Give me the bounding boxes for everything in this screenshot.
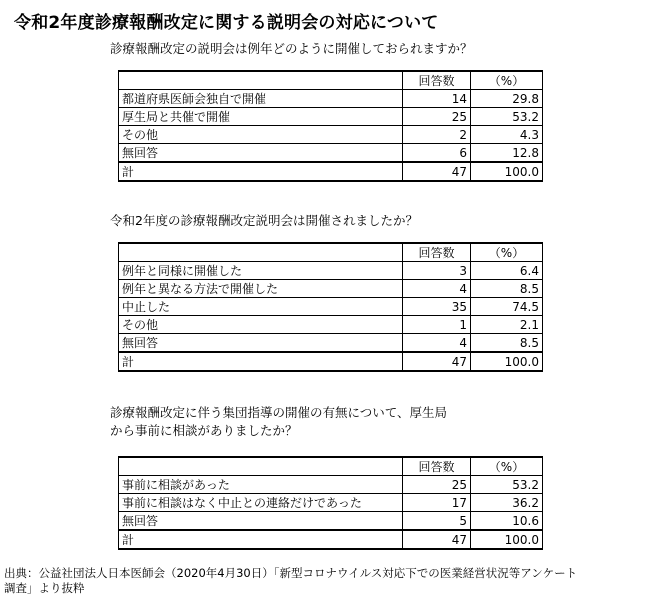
row-label: その他 [119, 316, 403, 334]
total-row [119, 530, 543, 549]
source-line-1: 出典：公益社団法人日本医師会（2020年4月30日）「新型コロナウイルス対応下での医業経営状況等アンケート [4, 566, 578, 580]
row-percent: 2.1 [471, 316, 543, 334]
row-percent: 8.5 [471, 334, 543, 353]
header-count: 回答数 [403, 71, 471, 90]
row-count: 4 [403, 280, 471, 298]
table-3 [118, 456, 543, 550]
row-percent: 74.5 [471, 298, 543, 316]
row-label: 無回答 [119, 144, 403, 163]
row-label: 事前に相談はなく中止との連絡だけであった [119, 494, 403, 512]
row-label: 事前に相談があった [119, 476, 403, 494]
row-percent: 8.5 [471, 280, 543, 298]
header-label-cell [119, 457, 403, 476]
question-3-line-1: 診療報酬改定に伴う集団指導の開催の有無について、厚生局 [110, 405, 448, 420]
row-percent: 53.2 [471, 108, 543, 126]
total-percent: 100.0 [471, 530, 543, 549]
table-row [119, 126, 543, 144]
total-label: 計 [119, 530, 403, 549]
row-label: 中止した [119, 298, 403, 316]
header-percent: （%） [471, 243, 543, 262]
question-1: 診療報酬改定の説明会は例年どのように開催しておられますか？ [110, 41, 473, 56]
table-row [119, 512, 543, 531]
row-count: 17 [403, 494, 471, 512]
row-percent: 6.4 [471, 262, 543, 280]
table-row [119, 476, 543, 494]
table-row [119, 108, 543, 126]
page-title: 令和2年度診療報酬改定に関する説明会の対応について [14, 13, 439, 33]
table-header-row [119, 457, 543, 476]
total-percent: 100.0 [471, 352, 543, 371]
table-row [119, 90, 543, 108]
row-label: 都道府県医師会独自で開催 [119, 90, 403, 108]
table-row [119, 262, 543, 280]
table-header-row [119, 243, 543, 262]
row-count: 2 [403, 126, 471, 144]
row-percent: 10.6 [471, 512, 543, 531]
total-count: 47 [403, 352, 471, 371]
row-count: 35 [403, 298, 471, 316]
row-label: 厚生局と共催で開催 [119, 108, 403, 126]
row-label: その他 [119, 126, 403, 144]
table-row [119, 334, 543, 353]
header-count: 回答数 [403, 457, 471, 476]
total-row [119, 352, 543, 371]
header-label-cell [119, 243, 403, 262]
row-count: 1 [403, 316, 471, 334]
source-citation [4, 566, 644, 596]
table-1 [118, 70, 543, 182]
row-percent: 12.8 [471, 144, 543, 163]
row-count: 25 [403, 108, 471, 126]
table-row [119, 280, 543, 298]
source-line-2: 調査」より抜粋 [4, 581, 85, 595]
table-2 [118, 242, 543, 372]
row-count: 4 [403, 334, 471, 353]
total-count: 47 [403, 530, 471, 549]
row-label: 例年と異なる方法で開催した [119, 280, 403, 298]
row-percent: 53.2 [471, 476, 543, 494]
row-count: 6 [403, 144, 471, 163]
table-row [119, 316, 543, 334]
row-label: 無回答 [119, 512, 403, 531]
table-row [119, 298, 543, 316]
row-percent: 36.2 [471, 494, 543, 512]
header-label-cell [119, 71, 403, 90]
total-count: 47 [403, 162, 471, 181]
row-label: 例年と同様に開催した [119, 262, 403, 280]
row-count: 25 [403, 476, 471, 494]
question-3-line-2: から事前に相談がありましたか？ [110, 423, 298, 438]
row-percent: 29.8 [471, 90, 543, 108]
row-count: 5 [403, 512, 471, 531]
table-header-row [119, 71, 543, 90]
row-count: 14 [403, 90, 471, 108]
row-label: 無回答 [119, 334, 403, 353]
header-percent: （%） [471, 71, 543, 90]
header-count: 回答数 [403, 243, 471, 262]
row-count: 3 [403, 262, 471, 280]
table-row [119, 144, 543, 163]
question-2: 令和2年度の診療報酬改定説明会は開催されましたか？ [110, 213, 418, 228]
header-percent: （%） [471, 457, 543, 476]
question-3 [110, 404, 447, 440]
total-label: 計 [119, 352, 403, 371]
row-percent: 4.3 [471, 126, 543, 144]
table-row [119, 494, 543, 512]
total-label: 計 [119, 162, 403, 181]
total-row [119, 162, 543, 181]
total-percent: 100.0 [471, 162, 543, 181]
